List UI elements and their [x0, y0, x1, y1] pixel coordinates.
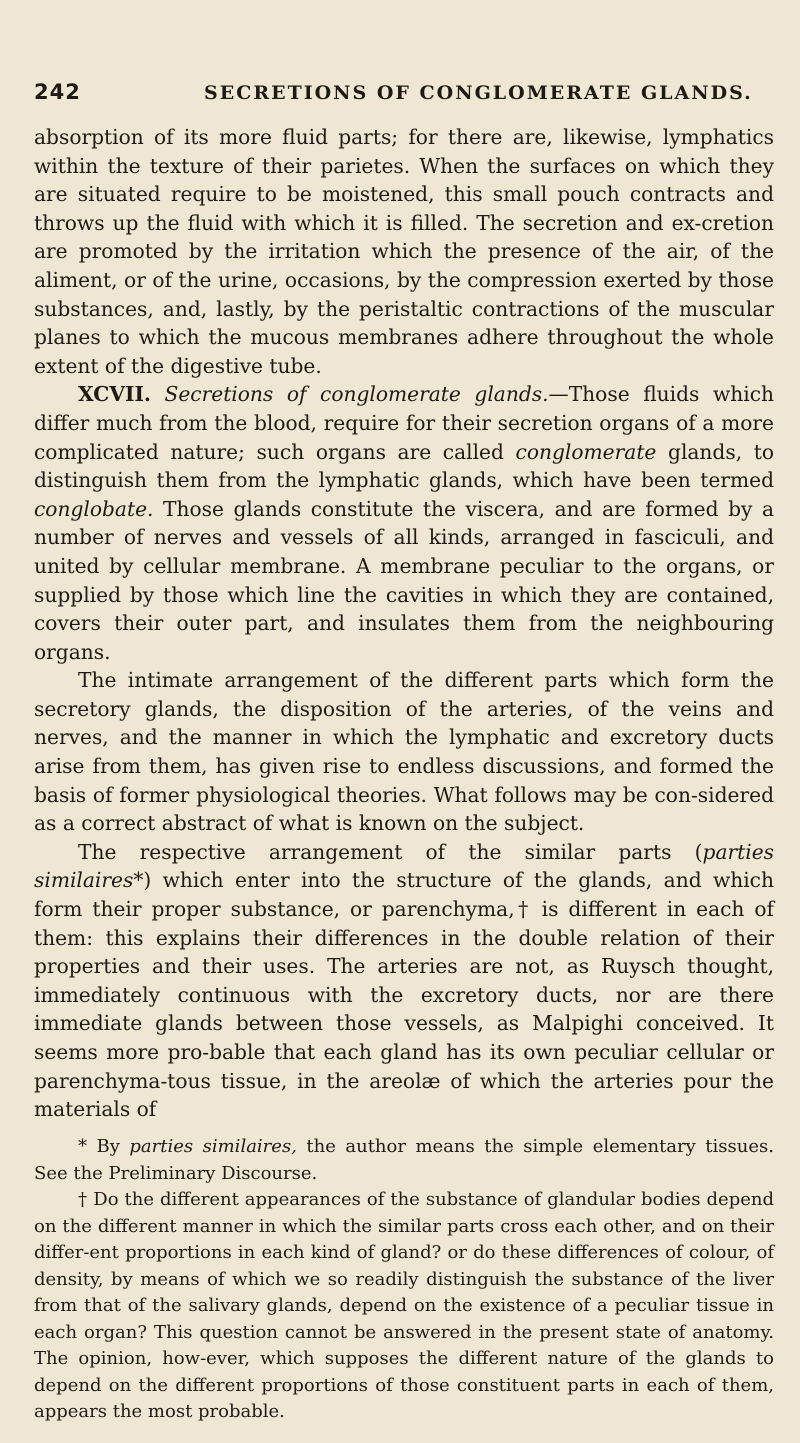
- footnote-term: parties similaires,: [129, 1136, 297, 1157]
- paragraph-text: Those glands constitute the viscera, and are formed by a number of nerves and vessels of all kinds, arranged in fasciculi, and united by cellular membrane. A membrane peculiar to the organs, or supplied by those which line the cavities in which they are contained, covers their outer part, and insulates them from the neighbouring organs.: [34, 496, 775, 664]
- footnotes: [34, 1134, 774, 1426]
- paragraph-text: The respective arrangement of the similar parts (: [78, 839, 703, 864]
- paragraph-text: glands, to distinguish them from the lymphatic glands, which have been termed: [34, 439, 775, 493]
- footnote-text: the author means the simple elementary tissues. See the Preliminary Discourse.: [34, 1136, 774, 1184]
- paragraph-continuation: absorption of its more fluid parts; for there are, likewise, lymphatics within the texture of their parietes. When the surfaces on which they are situated require to be moistened, this small pouch contracts and throws up the fluid with which it is filled. The secretion and ex-cretion are promoted by the irritation which the presence of the air, of the aliment, or of the urine, occasions, by the compression exerted by those substances, and, lastly, by the peristaltic contractions of the muscular planes to which the mucous membranes adhere throughout the whole extent of the digestive tube.: [34, 125, 774, 378]
- section-title: Secretions of conglomerate glands.: [164, 382, 549, 407]
- footnote-1: [34, 1134, 774, 1187]
- footnote-2: † Do the different appearances of the substance of glandular bodies depend on the different manner in which the similar parts cross each other, and on their differ-ent proportions in each kind of gland? or do these differences of colour, of density, by means of which we so readily distinguish the substance of the liver from that of the salivary glands, depend on the existence of a peculiar tissue in each organ? This question cannot be answered in the present state of anatomy. The opinion, how-ever, which supposes the different nature of the glands to depend on the different proportions of those constituent parts in each of them, appears the most probable.: [34, 1189, 774, 1422]
- section-number: XCVII.: [78, 382, 151, 407]
- term-conglobate: conglobate.: [34, 496, 154, 521]
- term-conglomerate: conglomerate: [515, 439, 657, 464]
- paragraph-section-xcvii: [34, 380, 774, 666]
- paragraph-text: *) which enter into the structure of the glands, and which form their proper substance, or parenchyma,† is different in each of them: this explains their differences in the double relation of their properties and their uses. The arteries are not, as Ruysch thought, immediately continuous with the excretory ducts, nor are there immediate glands between those vessels, as Malpighi conceived. It seems more pro-bable that each gland has its own peculiar cellular or parenchyma-tous tissue, in the areolæ of which the arteries pour the materials of: [34, 868, 774, 1122]
- paragraph-respective-arrangement: [34, 838, 774, 1124]
- paragraph-text: —Those fluids which differ much from the blood, require for their secretion organs of a more complicated nature; such organs are called: [34, 382, 775, 464]
- paragraph-intimate-arrangement: The intimate arrangement of the different parts which form the secretory glands, the disposition of the arteries, of the veins and nerves, and the manner in which the lymphatic and excretory ducts arise from them, has given rise to endless discussions, and formed the basis of former physiological theories. What follows may be con-sidered as a correct abstract of what is known on the subject.: [34, 668, 774, 836]
- body-text: [34, 123, 774, 1124]
- footnote-mark: * By: [78, 1136, 120, 1157]
- page-number: 242: [34, 80, 81, 104]
- running-title: SECRETIONS OF CONGLOMERATE GLANDS.: [204, 82, 753, 104]
- running-head: [34, 80, 774, 112]
- term-parties-similaires: parties similaires: [34, 839, 774, 893]
